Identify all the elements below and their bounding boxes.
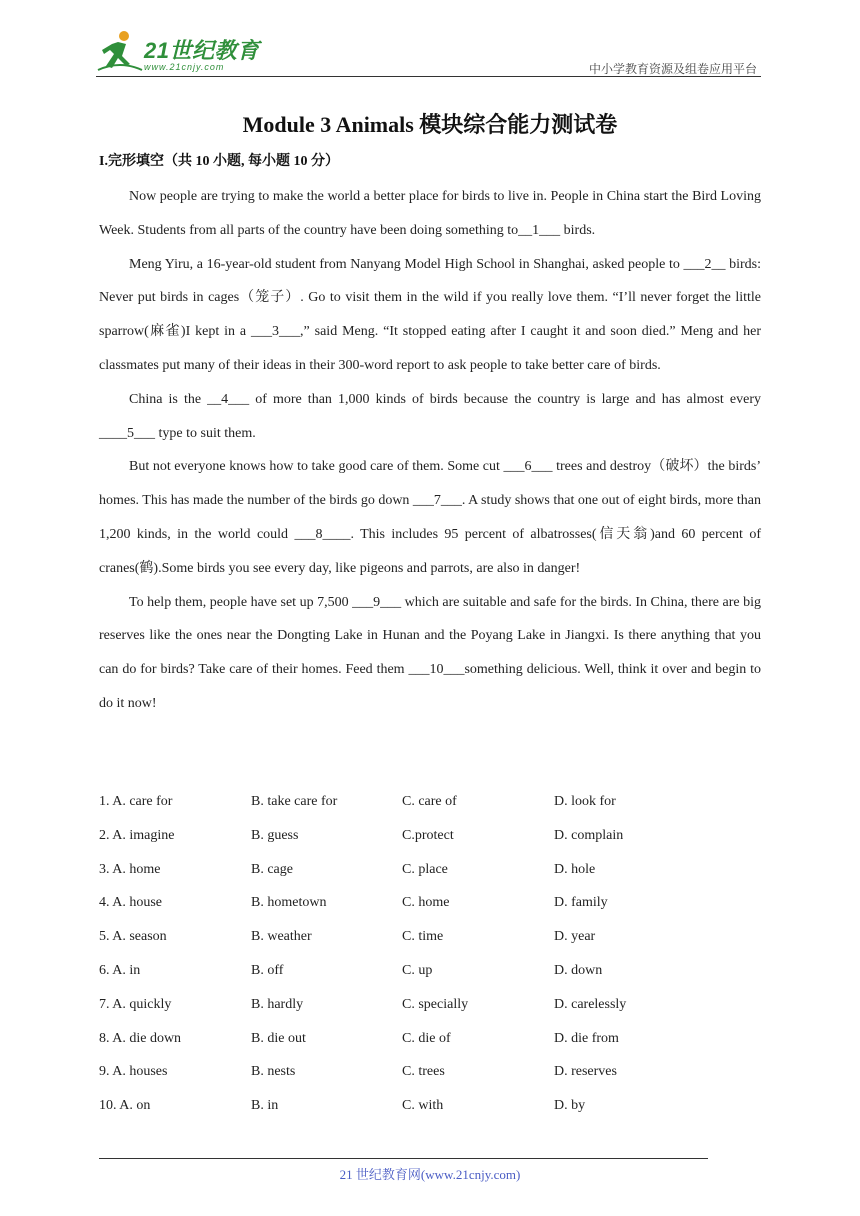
option-d: D. carelessly [554, 996, 627, 1012]
option-b: B. in [251, 1098, 279, 1114]
option-d: D. family [554, 895, 608, 911]
footer-divider [99, 1158, 708, 1159]
passage-paragraph: Now people are trying to make the world a better place for birds to live in. People in China start the Bird Loving Week. Students from all parts of the country have been doing something to__1___ birds. [99, 189, 761, 238]
page-title: Module 3 Animals 模块综合能力测试卷 [242, 112, 618, 137]
option-c: C. with [402, 1098, 444, 1114]
passage-paragraph: To help them, people have set up 7,500 ___9___ which are suitable and safe for the birds. In China, there are big reserves like the ones near the Dongting Lake in Hunan and the Poyang Lake in Jiangxi. Is there anything that you can do for birds? Take care of their homes. Feed them ___10___something delicious. Well, think it over and begin to do it now! [99, 594, 761, 711]
option-c: C. place [402, 861, 448, 877]
option-d: D. hole [554, 861, 596, 877]
option-d: D. down [554, 962, 603, 978]
site-logo [96, 30, 266, 78]
option-d: D. complain [554, 827, 624, 843]
option-a: 9. A. houses [99, 1064, 168, 1080]
option-a: 1. A. care for [99, 794, 173, 809]
option-c: C. time [402, 929, 444, 945]
option-d: D. reserves [554, 1064, 617, 1080]
option-c: C. die of [402, 1030, 451, 1046]
option-c: C. trees [402, 1064, 445, 1080]
option-b: B. weather [251, 929, 312, 945]
option-a: 8. A. die down [99, 1030, 182, 1046]
page-header [96, 30, 761, 78]
header-divider [96, 76, 761, 77]
option-c: C. home [402, 895, 450, 911]
option-a: 2. A. imagine [99, 827, 175, 843]
option-b: B. hometown [251, 895, 327, 911]
option-d: D. look for [554, 794, 616, 809]
option-a: 5. A. season [99, 929, 167, 945]
option-a: 3. A. home [99, 861, 161, 877]
option-b: B. die out [251, 1030, 306, 1046]
option-d: D. by [554, 1098, 586, 1114]
question-row [99, 819, 761, 853]
section-heading: I.完形填空（共 10 小题, 每小题 10 分） [99, 154, 339, 169]
option-d: D. year [554, 929, 596, 945]
option-c: C.protect [402, 827, 454, 843]
logo-url: www.21cnjy.com [144, 62, 225, 72]
option-a: 4. A. house [99, 895, 162, 911]
option-b: B. hardly [251, 996, 304, 1012]
option-a: 10. A. on [99, 1098, 151, 1114]
question-row [99, 954, 761, 988]
passage-paragraph: China is the __4___ of more than 1,000 kinds of birds because the country is large and has almost every ____5___ type to suit them. [99, 391, 761, 441]
question-row [99, 988, 761, 1022]
footer-link[interactable]: 21 世纪教育网(www.21cnjy.com) [339, 1167, 521, 1182]
question-row [99, 1055, 761, 1089]
option-c: C. care of [402, 794, 457, 809]
question-row [99, 853, 761, 887]
option-b: B. take care for [251, 794, 338, 809]
platform-name: 中小学教育资源及组卷应用平台 [588, 62, 757, 76]
option-a: 7. A. quickly [99, 996, 172, 1012]
answer-options [99, 785, 761, 1123]
option-b: B. nests [251, 1064, 296, 1080]
option-c: C. up [402, 962, 433, 978]
question-row [99, 1089, 761, 1123]
question-row [99, 886, 761, 920]
passage-paragraph: Meng Yiru, a 16-year-old student from Nanyang Model High School in Shanghai, asked people to ___2__ birds: Never put birds in cages（笼子）. Go to visit them in the wild if you really love them. “I’ll never forget the little sparrow(麻雀)I kept in a ___3___,” said Meng. “It stopped eating after I caught it and soon died.” Meng and her classmates put many of their ideas in their 300-word report to ask people to take better care of birds. [99, 256, 761, 373]
option-b: B. off [251, 962, 284, 978]
question-row [99, 920, 761, 954]
option-b: B. guess [251, 827, 299, 843]
question-row [99, 785, 761, 819]
option-c: C. specially [402, 996, 469, 1012]
option-b: B. cage [251, 861, 293, 877]
option-d: D. die from [554, 1030, 619, 1046]
passage-paragraph: But not everyone knows how to take good care of them. Some cut ___6___ trees and destroy（破坏）the birds’ homes. This has made the number of the birds go down ___7___. A study shows that one out of eight birds, more than 1,200 kinds, in the world could ___8____. This includes 95 percent of albatrosses(信天翁)and 60 percent of cranes(鹤).Some birds you see every day, like pigeons and parrots, are also in danger! [99, 459, 761, 576]
logo-text: 21世纪教育 [144, 38, 260, 63]
runner-icon [96, 30, 144, 76]
question-row [99, 1022, 761, 1056]
option-a: 6. A. in [99, 962, 141, 978]
reading-passage [99, 180, 761, 721]
